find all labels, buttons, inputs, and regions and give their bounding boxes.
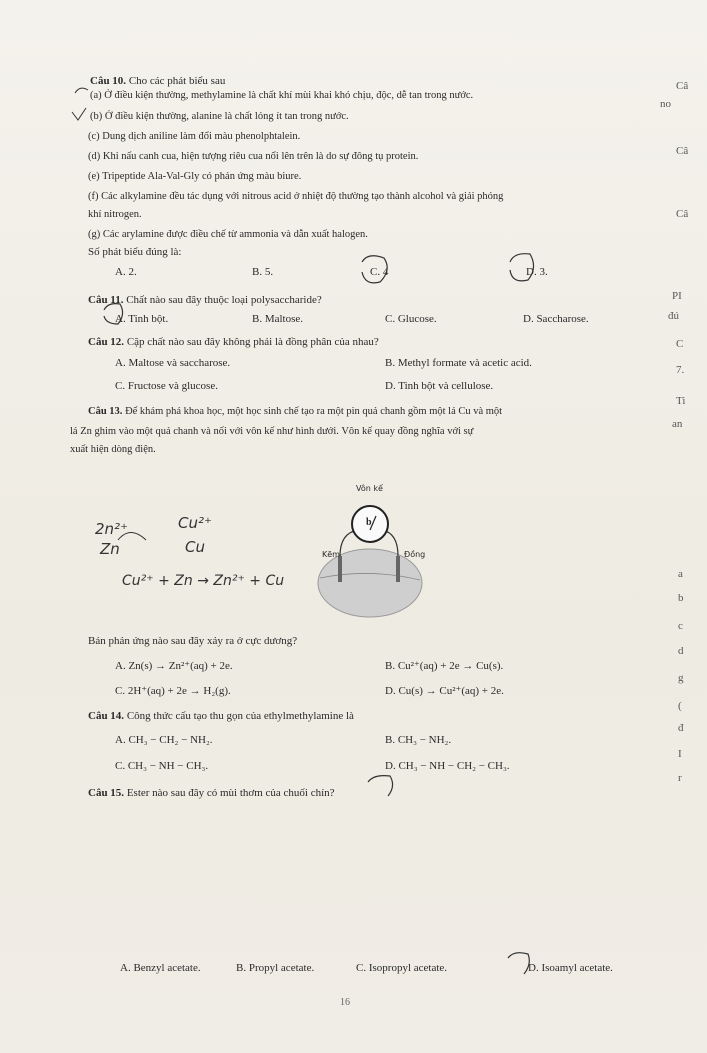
q11-option-a: A. Tinh bột. <box>115 313 169 325</box>
margin-fragment-2: no <box>660 98 671 110</box>
tick-mark-b <box>72 108 86 120</box>
lemon-battery-figure <box>300 478 450 638</box>
margin-fragment-15: g <box>678 672 684 684</box>
q10-option-b: B. 5. <box>252 266 274 278</box>
q15-text: Ester nào sau đây có mùi thơm của chuối chín? <box>126 787 335 799</box>
q14-title: Câu 14. <box>88 710 125 722</box>
q15-heading <box>88 787 335 800</box>
margin-fragment-19: r <box>678 772 682 784</box>
q14-option-a: A. CH₃ − CH₂ − NH₂. <box>115 734 213 746</box>
copper-label: Đồng <box>404 550 426 559</box>
margin-fragment-3: Câ <box>676 145 689 157</box>
margin-fragment-4: Câ <box>676 208 689 220</box>
q14-text: Công thức cấu tạo thu gọn của ethylmethylamine là <box>126 710 354 722</box>
margin-fragment-1: Câ <box>676 80 689 92</box>
answer-circle-q14 <box>368 776 393 796</box>
q15-title: Câu 15. <box>88 787 125 799</box>
q13-option-d: D. Cu(s) → Cu²⁺(aq) + 2e. <box>385 685 504 697</box>
margin-fragment-13: c <box>678 620 683 632</box>
q15-option-c: C. Isopropyl acetate. <box>356 962 448 974</box>
q14-heading <box>88 710 354 723</box>
margin-fragment-10: an <box>672 418 683 430</box>
q13-heading <box>88 405 502 418</box>
q10-statement-e: (e) Tripeptide Ala-Val-Gly có phản ứng màu biure. <box>88 171 302 182</box>
q12-option-a: A. Maltose và saccharose. <box>115 357 231 369</box>
q12-option-b: B. Methyl formate và acetic acid. <box>385 357 532 369</box>
margin-fragment-9: Ti <box>676 395 686 407</box>
q13-option-a: A. Zn(s) → Zn²⁺(aq) + 2e. <box>115 660 233 672</box>
zinc-label: Kẽm <box>322 550 340 559</box>
q11-heading <box>88 294 322 307</box>
handwritten-note-1: 2n²⁺ <box>95 520 128 538</box>
q10-statement-b: (b) Ở điều kiện thường, alanine là chất lỏng ít tan trong nước. <box>90 111 349 122</box>
q10-option-a: A. 2. <box>115 266 137 278</box>
q15-option-a: A. Benzyl acetate. <box>120 962 201 974</box>
q12-title: Câu 12. <box>88 336 125 348</box>
handwritten-equation: Cu²⁺ + Zn → Zn²⁺ + Cu <box>122 573 285 589</box>
q11-text: Chất nào sau đây thuộc loại polysaccharide? <box>126 294 322 306</box>
margin-fragment-8: 7. <box>676 364 685 376</box>
q12-heading <box>88 336 379 349</box>
q10-intro: Cho các phát biểu sau <box>128 75 226 87</box>
q13-text2: lá Zn ghim vào một quả chanh và nối với vôn kế như hình dưới. Vôn kế quay đồng nghĩa với sự <box>70 426 474 437</box>
margin-fragment-6: đú <box>668 310 679 322</box>
q13-question: Bán phản ứng nào sau đây xảy ra ở cực dương? <box>88 635 298 647</box>
q10-statement-f2: khí nitrogen. <box>88 209 142 220</box>
q11-option-c: C. Glucose. <box>385 313 437 325</box>
margin-fragment-16: ( <box>678 700 682 712</box>
handwritten-note-4: Cu <box>185 538 205 556</box>
margin-fragment-17: đ <box>678 722 684 734</box>
margin-fragment-14: d <box>678 645 684 657</box>
q10-statement-g: (g) Các arylamine được điều chế từ ammonia và dẫn xuất halogen. <box>88 229 368 240</box>
margin-fragment-7: C <box>676 338 684 350</box>
q10-statement-a: (a) Ở điều kiện thường, methylamine là chất khí mùi khai khó chịu, độc, dễ tan trong nước. <box>90 90 474 101</box>
q13-text1: Để khám phá khoa học, một học sinh chế tạo ra một pin quả chanh gồm một lá Cu và một <box>125 406 503 417</box>
q13-option-b: B. Cu²⁺(aq) + 2e → Cu(s). <box>385 660 504 672</box>
q15-option-b: B. Propyl acetate. <box>236 962 315 974</box>
q10-statement-d: (d) Khi nấu canh cua, hiện tượng riêu cua nổi lên trên là do sự đông tụ protein. <box>88 151 419 162</box>
q13-title: Câu 13. <box>88 406 123 417</box>
q12-text: Cặp chất nào sau đây không phải là đồng phân của nhau? <box>126 336 379 348</box>
q15-option-d: D. Isoamyl acetate. <box>528 962 613 974</box>
page-number: 16 <box>340 997 350 1008</box>
q10-title: Câu 10. <box>90 75 127 87</box>
q14-option-c: C. CH₃ − NH − CH₃. <box>115 760 209 772</box>
q11-title: Câu 11. <box>88 294 124 306</box>
q12-option-c: C. Fructose và glucose. <box>115 380 218 392</box>
margin-fragment-11: a <box>678 568 683 580</box>
q14-option-b: B. CH₃ − NH₂. <box>385 734 452 746</box>
q14-option-d: D. CH₃ − NH − CH₂ − CH₃. <box>385 760 510 772</box>
tick-mark-a <box>75 88 88 93</box>
q11-option-d: D. Saccharose. <box>523 313 589 325</box>
q10-option-d: D. 3. <box>526 266 548 278</box>
q12-option-d: D. Tinh bột và cellulose. <box>385 380 494 392</box>
q11-option-b: B. Maltose. <box>252 313 304 325</box>
q13-option-c: C. 2H⁺(aq) + 2e → H₂(g). <box>115 685 231 697</box>
voltmeter-label: Vôn kế <box>356 484 383 493</box>
q10-option-c: C. 4 <box>370 266 389 278</box>
q13-text3: xuất hiện dòng điện. <box>70 444 156 455</box>
q10-heading <box>90 75 225 88</box>
q10-statement-c: (c) Dung dịch aniline làm đổi màu phenolphtalein. <box>88 131 301 142</box>
handwritten-note-3: Zn <box>100 540 120 558</box>
voltmeter-symbol: b <box>366 517 372 528</box>
q10-count-prompt: Số phát biểu đúng là: <box>88 246 182 258</box>
margin-fragment-12: b <box>678 592 684 604</box>
margin-fragment-5: PI <box>672 290 682 302</box>
handwritten-note-2: Cu²⁺ <box>178 514 212 532</box>
margin-fragment-18: I <box>678 748 682 760</box>
q10-statement-f1: (f) Các alkylamine đều tác dụng với nitrous acid ở nhiệt độ thường tạo thành alcohol và giải phóng <box>88 191 504 202</box>
answer-circle-q15 <box>508 953 529 974</box>
